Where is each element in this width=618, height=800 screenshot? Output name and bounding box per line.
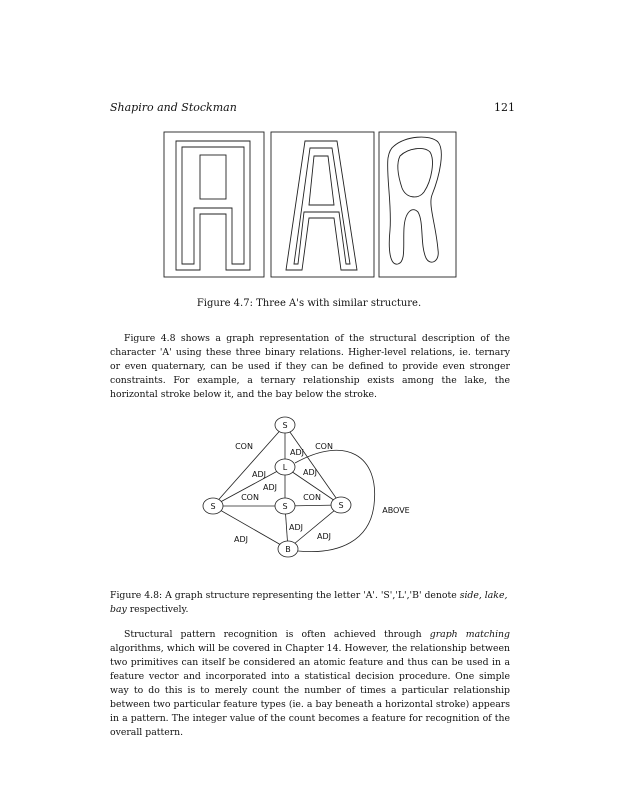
figure-4-8-caption-terms: side, lake, bay: [110, 590, 508, 615]
node-lake-label: L: [282, 463, 288, 472]
node-right-label: S: [338, 501, 344, 510]
figure-4-8-caption: [110, 589, 510, 617]
figure-4-8-caption-suffix: respectively.: [126, 604, 189, 615]
edge-label-above: ABOVE: [382, 506, 410, 515]
edge-label-adj-lake-middle: ADJ: [263, 483, 277, 492]
node-top-label: S: [282, 421, 288, 430]
edge-label-con-middle-right: CON: [303, 493, 321, 502]
edge-label-adj-lake-left: ADJ: [252, 470, 266, 479]
edge-label-adj-top-lake: ADJ: [290, 448, 304, 457]
paragraph-2: [110, 628, 510, 740]
edge-label-adj-left-bottom: ADJ: [234, 535, 248, 544]
running-header-authors: Shapiro and Stockman: [110, 101, 237, 114]
edge-label-con-left-middle: CON: [241, 493, 259, 502]
edge-label-adj-right-bottom: ADJ: [317, 532, 331, 541]
paragraph-2-part-2: algorithms, which will be covered in Chapter 14. However, the relationship between two primitives can itself be considered an atomic feature and thus can be used in a feature vector and incorporated into a statistical decision procedure. One simple way to do this is to merely count the number of times a particular relationship between two particular feature types (ie. a bay beneath a horizontal stroke) appears in a pattern. The integer value of the count becomes a feature for recognition of the overall pattern.: [110, 643, 510, 738]
paragraph-2-part-1: Structural pattern recognition is often achieved through: [124, 629, 430, 640]
node-middle-label: S: [282, 502, 288, 511]
figure-4-8-caption-prefix: Figure 4.8: A graph structure representing the letter 'A'. 'S','L','B' denote: [110, 590, 460, 601]
node-left-label: S: [210, 502, 216, 511]
paragraph-2-emphasis: graph matching: [429, 629, 510, 640]
edge-label-adj-lake-right: ADJ: [303, 468, 317, 477]
edge-label-con-top-right: CON: [315, 442, 333, 451]
edge-left-bottom: [213, 506, 288, 549]
edge-label-adj-middle-bottom: ADJ: [289, 523, 303, 532]
node-bottom-label: B: [285, 545, 291, 554]
edge-label-con-top-left: CON: [235, 442, 253, 451]
paragraph-1: Figure 4.8 shows a graph representation of the structural description of the character 'A' using these three binary relations. Higher-level relations, ie. ternary or even quaternary, can be used if they can be defined to provide even stronger constraints. For example, a ternary relationship exists among the lake, the horizontal stroke below it, and the bay below the stroke.: [110, 333, 510, 400]
figure-4-7-caption: Figure 4.7: Three A's with similar structure.: [196, 298, 422, 309]
page-number: 121: [494, 101, 515, 114]
